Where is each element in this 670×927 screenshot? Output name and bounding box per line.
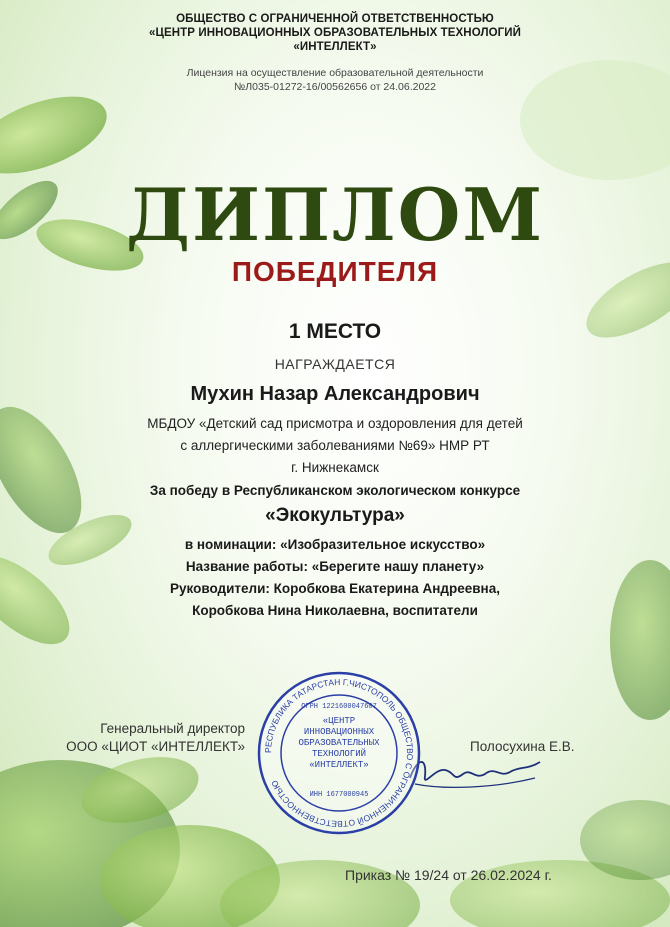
org-line-2: «ЦЕНТР ИННОВАЦИОННЫХ ОБРАЗОВАТЕЛЬНЫХ ТЕХНОЛОГИЙ bbox=[148, 27, 522, 39]
stamp-ring-text: РЕСПУБЛИКА ТАТАРСТАН Г.ЧИСТОПОЛЬ ОБЩЕСТВО С ОГРАНИЧЕННОЙ ОТВЕТСТВЕННОСТЬЮ bbox=[262, 676, 416, 830]
order-number: Приказ № 19/24 от 26.02.2024 г. bbox=[345, 867, 552, 883]
supervisors-line-1: Руководители: Коробкова Екатерина Андреевна, bbox=[170, 581, 500, 596]
place-label: 1 МЕСТО bbox=[288, 320, 382, 343]
org-line-3: «ИНТЕЛЛЕКТ» bbox=[293, 41, 377, 53]
license-line-2: №Л035-01272-16/00562656 от 24.06.2022 bbox=[234, 81, 436, 93]
director-position-line-1: Генеральный директор bbox=[100, 721, 245, 736]
stamp-inn: ИНН 1677000945 bbox=[309, 791, 369, 799]
institution-line-1: МБДОУ «Детский сад присмотра и оздоровления для детей bbox=[147, 416, 523, 431]
awarded-label: НАГРАЖДАЕТСЯ bbox=[274, 356, 396, 372]
nomination: в номинации: «Изобразительное искусство» bbox=[184, 537, 486, 552]
recipient-name: Мухин Назар Александрович bbox=[190, 383, 480, 405]
contest-name: «Экокультура» bbox=[265, 505, 405, 526]
work-title: Название работы: «Берегите нашу планету» bbox=[185, 559, 485, 574]
org-line-1: ОБЩЕСТВО С ОГРАНИЧЕННОЙ ОТВЕТСТВЕННОСТЬЮ bbox=[176, 13, 494, 25]
signature bbox=[405, 748, 545, 793]
director-position-line-2: ООО «ЦИОТ «ИНТЕЛЛЕКТ» bbox=[66, 739, 245, 754]
award-reason: За победу в Республиканском экологическом конкурсе bbox=[149, 483, 521, 498]
institution-city: г. Нижнекамск bbox=[291, 460, 379, 475]
director-position bbox=[40, 720, 245, 756]
license-line-1: Лицензия на осуществление образовательной деятельности bbox=[186, 67, 484, 79]
stamp-ogrn: ОГРН 1221600047607 bbox=[301, 703, 377, 711]
institution-line-2: с аллергическими заболеваниями №69» НМР РТ bbox=[180, 438, 490, 453]
diploma-subtitle: ПОБЕДИТЕЛЯ bbox=[231, 256, 439, 287]
official-stamp bbox=[254, 668, 424, 838]
supervisors-line-2: Коробкова Нина Николаевна, воспитатели bbox=[192, 603, 478, 618]
diploma-title: ДИПЛОМ bbox=[125, 172, 545, 257]
stamp-center-text: «ЦЕНТР ИННОВАЦИОННЫХ ОБРАЗОВАТЕЛЬНЫХ ТЕХНОЛОГИЙ «ИНТЕЛЛЕКТ» bbox=[298, 716, 380, 770]
director-name: Полосухина Е.В. bbox=[470, 739, 575, 754]
